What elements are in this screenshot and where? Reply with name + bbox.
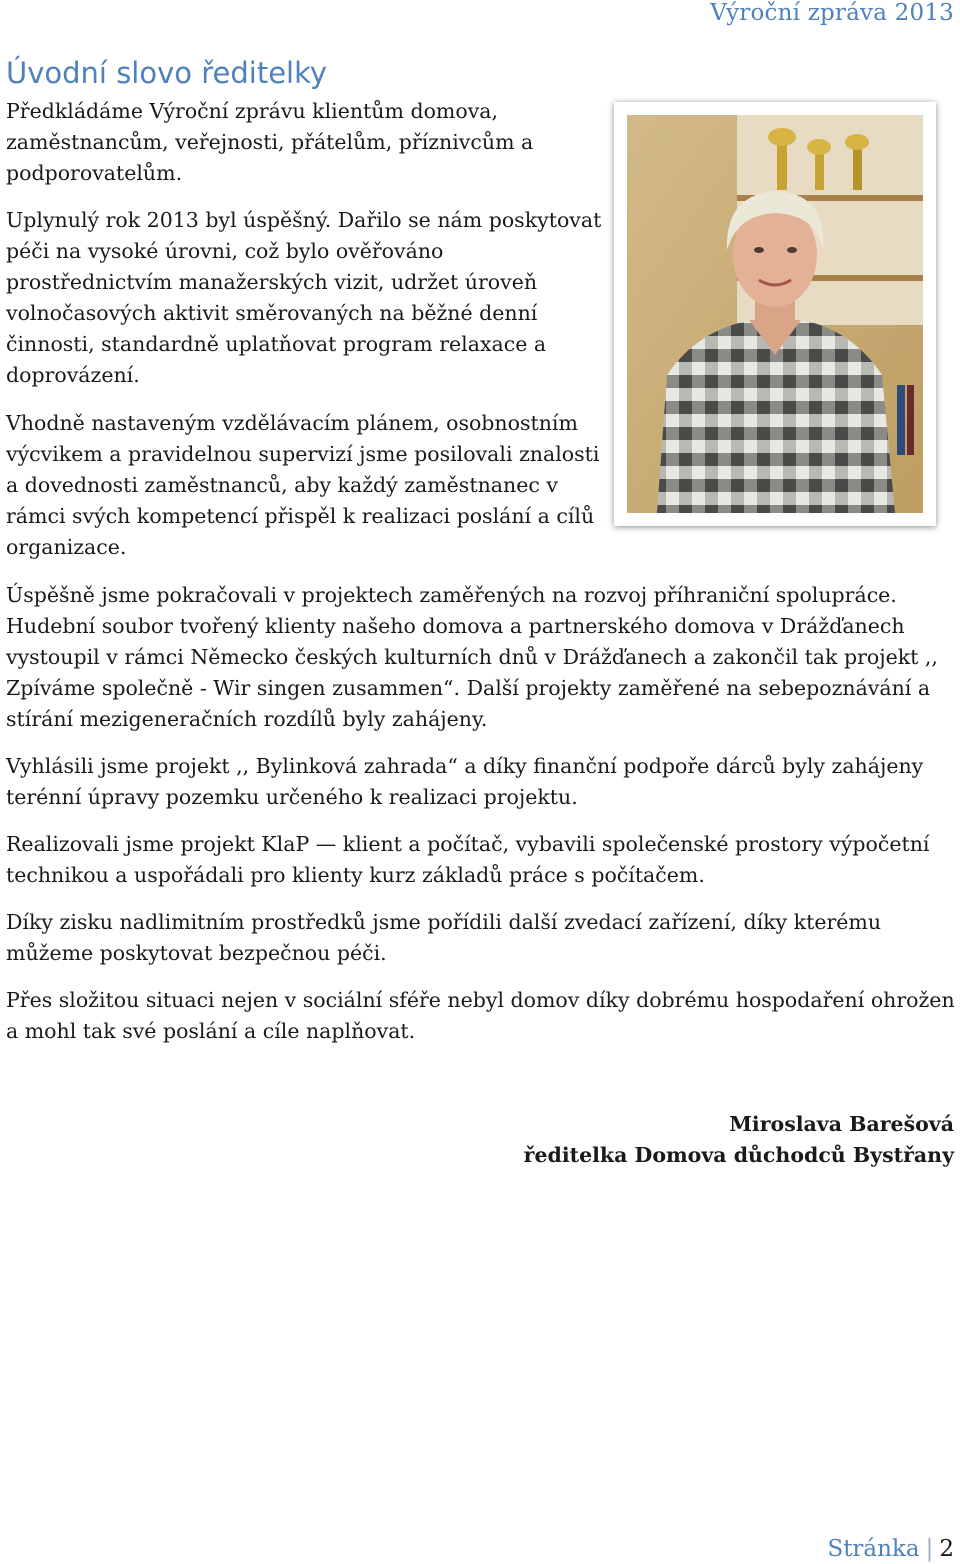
portrait-image xyxy=(627,115,923,513)
paragraph-year-summary: Uplynulý rok 2013 byl úspěšný. Dařilo se nám poskytovat péči na vysoké úrovni, což bylo ověřováno prostřednictvím manažerských vizit, udržet úroveň volnočasových aktivit směrovaných na běžné denní činnosti, standardně uplatňovat program relaxace a doprovázení. xyxy=(6,208,602,387)
paragraph-intro: Předkládáme Výroční zprávu klientům domova, zaměstnancům, veřejnosti, přátelům, příznivcům a podporovatelům. xyxy=(6,99,534,185)
paragraph-projects: Úspěšně jsme pokračovali v projektech zaměřených na rozvoj příhraniční spolupráce. Hudební soubor tvořený klienty našeho domova a partnerského domova v Drážďanech vystoupil v rámci Německo českých kulturních dnů v Drážďanech a zakončil tak projekt ,, Zpíváme společně - Wir singen zusammen“. Další projekty zaměřené na sebepoznávání a stírání mezigeneračních rozdílů byly zahájeny. xyxy=(6,583,938,731)
page-title: Úvodní slovo ředitelky xyxy=(6,56,328,90)
signature-block xyxy=(524,1109,954,1171)
page-label: Stránka xyxy=(827,1536,920,1562)
paragraph-herb-garden: Vyhlásili jsme projekt ,, Bylinková zahrada“ a díky finanční podpoře dárců byly zahájeny terénní úpravy pozemku určeného k realizaci projektu. xyxy=(6,754,924,809)
paragraph-education: Vhodně nastaveným vzdělávacím plánem, osobnostním výcvikem a pravidelnou supervizí jsme posilovali znalosti a dovednosti zaměstnanců, aby každý zaměstnanec v rámci svých kompetencí přispěl k realizaci poslání a cílů organizace. xyxy=(6,411,600,559)
page-header: Výroční zpráva 2013 xyxy=(710,0,954,26)
paragraph-conclusion: Přes složitou situaci nejen v sociální sféře nebyl domov díky dobrému hospodaření ohrožen a mohl tak své poslání a cíle naplňovat. xyxy=(6,988,955,1043)
signature-name: Miroslava Barešová xyxy=(729,1112,954,1136)
page-number: 2 xyxy=(939,1536,954,1562)
paragraph-klap-project: Realizovali jsme projekt KlaP — klient a počítač, vybavili společenské prostory výpočetní technikou a uspořádali pro klienty kurz základů práce s počítačem. xyxy=(6,832,930,887)
director-photo xyxy=(614,102,936,526)
signature-role: ředitelka Domova důchodců Bystřany xyxy=(523,1143,954,1167)
paragraph-equipment: Díky zisku nadlimitním prostředků jsme pořídili další zvedací zařízení, díky kterému můžeme poskytovat bezpečnou péči. xyxy=(6,910,882,965)
page-footer xyxy=(827,1536,954,1562)
footer-separator: | xyxy=(925,1536,934,1562)
